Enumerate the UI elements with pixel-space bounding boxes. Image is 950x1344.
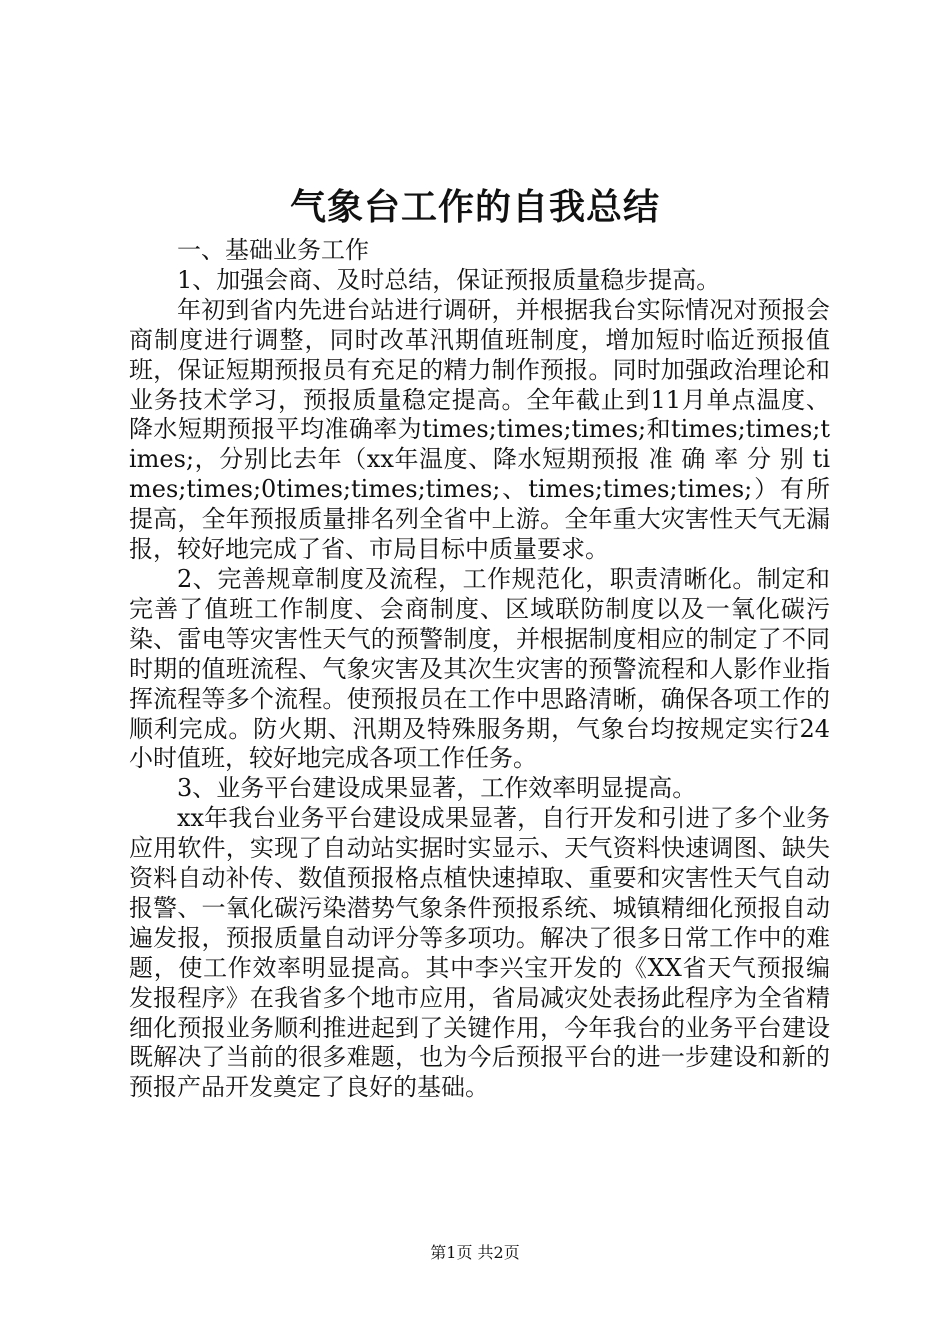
document-body (129, 236, 830, 1103)
document-title: 气象台工作的自我总结 (289, 186, 660, 228)
subsection-heading: 3、业务平台建设成果显著，工作效率明显提高。 (177, 774, 697, 803)
page-number-footer: 第1页 共2页 (430, 1243, 520, 1262)
body-paragraph: 2、完善规章制度及流程，工作规范化，职责清晰化。制定和完善了值班工作制度、会商制度、区域联防制度以及一氧化碳污染、雷电等灾害性天气的预警制度，并根据制度相应的制定了不同时期的值班流程、气象灾害及其次生灾害的预警流程和人影作业指挥流程等多个流程。使预报员在工作中思路清晰，确保各项工作的顺利完成。防火期、汛期及特殊服务期，气象台均按规定实行24小时值班，较好地完成各项工作任务。 (129, 564, 830, 773)
body-paragraph: 年初到省内先进台站进行调研，并根据我台实际情况对预报会商制度进行调整，同时改革汛期值班制度，增加短时临近预报值班，保证短期预报员有充足的精力制作预报。同时加强政治理论和业务技术学习，预报质量稳定提高。全年截止到11月单点温度、降水短期预报平均准确率为times;times;times;和times;times;times;，分别比去年（xx年温度、降水短期预报 准 确 率 分 别 times;times;0times;times;times;、times;times;times;）有所提高，全年预报质量排名列全省中上游。全年重大灾害性天气无漏报，较好地完成了省、市局目标中质量要求。 (129, 295, 830, 564)
body-paragraph: xx年我台业务平台建设成果显著，自行开发和引进了多个业务应用软件，实现了自动站实据时实显示、天气资料快速调图、缺失资料自动补传、数值预报格点植快速掉取、重要和灾害性天气自动报警、一氧化碳污染潜势气象条件预报系统、城镇精细化预报自动遍发报，预报质量自动评分等多项功。解决了很多日常工作中的难题，使工作效率明显提高。其中李兴宝开发的《XX省天气预报编发报程序》在我省多个地市应用，省局减灾处表扬此程序为全省精细化预报业务顺利推进起到了关键作用，今年我台的业务平台建设既解决了当前的很多难题，也为今后预报平台的进一步建设和新的预报产品开发奠定了良好的基础。 (129, 804, 830, 1102)
subsection-heading: 1、加强会商、及时总结，保证预报质量稳步提高。 (177, 265, 721, 294)
section-heading: 一、基础业务工作 (177, 236, 369, 264)
